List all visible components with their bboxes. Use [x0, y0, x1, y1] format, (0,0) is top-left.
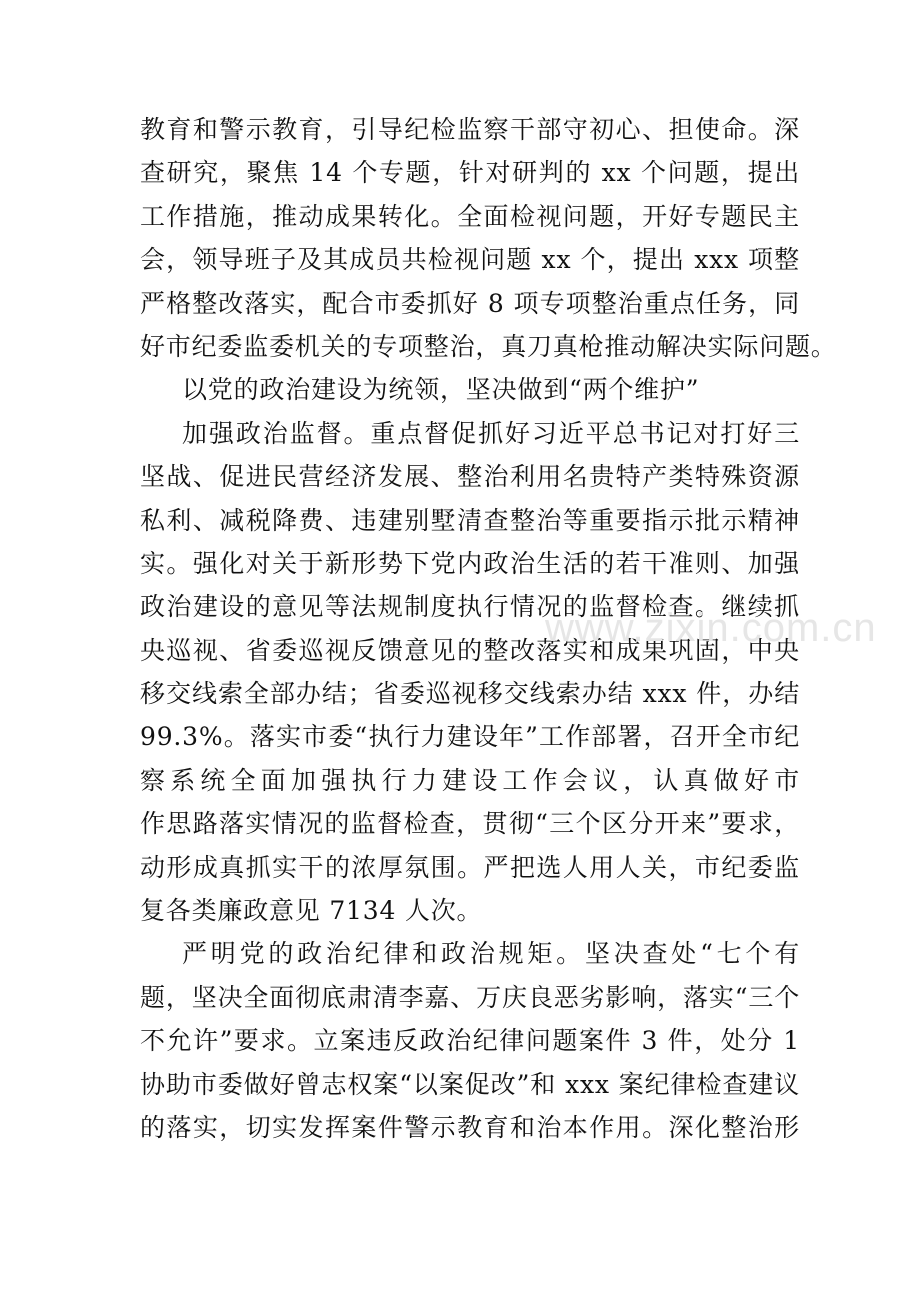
text-line: 作思路落实情况的监督检查，贯彻“三个区分开来”要求， [140, 809, 800, 839]
text-line: 实。强化对关于新形势下党内政治生活的若干准则、加强 [140, 548, 800, 578]
text-line: 查研究，聚焦 14 个专题，针对研判的 xx 个问题，提出 [140, 158, 800, 188]
section-heading: 以党的政治建设为统领，坚决做到“两个维护” [182, 375, 700, 405]
text-line: 协助市委做好曾志权案“以案促改”和 xxx 案纪律检查建议 [140, 1069, 800, 1099]
text-line: 移交线索全部办结；省委巡视移交线索办结 xxx 件，办结 [140, 679, 800, 709]
text-line: 好市纪委监委机关的专项整治，真刀真枪推动解决实际问题。 [140, 331, 837, 361]
text-line: 不允许”要求。立案违反政治纪律问题案件 3 件，处分 1 [140, 1026, 800, 1056]
text-line: 央巡视、省委巡视反馈意见的整改落实和成果巩固，中央 [140, 635, 800, 665]
text-line: 察系统全面加强执行力建设工作会议，认真做好市 [140, 765, 800, 795]
text-line: 严明党的政治纪律和政治规矩。坚决查处“七个有 [182, 939, 800, 969]
document-body [140, 108, 837, 1149]
text-line: 私利、减税降费、违建别墅清查整治等重要指示批示精神 [140, 505, 800, 535]
text-line: 题，坚决全面彻底肃清李嘉、万庆良恶劣影响，落实“三个 [140, 982, 800, 1012]
text-line: 坚战、促进民营经济发展、整治利用名贵特产类特殊资源 [140, 462, 800, 492]
text-line: 99.3%。落实市委“执行力建设年”工作部署，召开全市纪 [140, 722, 800, 752]
text-line: 教育和警示教育，引导纪检监察干部守初心、担使命。深 [140, 115, 800, 144]
text-line: 政治建设的意见等法规制度执行情况的监督检查。继续抓 [140, 592, 800, 622]
text-line: 复各类廉政意见 7134 人次。 [140, 896, 483, 926]
text-line: 加强政治监督。重点督促抓好习近平总书记对打好三 [182, 418, 800, 448]
text-line: 会，领导班子及其成员共检视问题 xx 个，提出 xxx 项整 [140, 245, 800, 275]
text-line: 动形成真抓实干的浓厚氛围。严把选人用人关，市纪委监 [140, 852, 800, 882]
text-line: 的落实，切实发挥案件警示教育和治本作用。深化整治形 [140, 1112, 800, 1142]
text-line: 严格整改落实，配合市委抓好 8 项专项整治重点任务，同 [140, 288, 800, 318]
text-line: 工作措施，推动成果转化。全面检视问题，开好专题民主 [140, 201, 800, 231]
watermark: www.zixin.com.cn [545, 606, 877, 650]
